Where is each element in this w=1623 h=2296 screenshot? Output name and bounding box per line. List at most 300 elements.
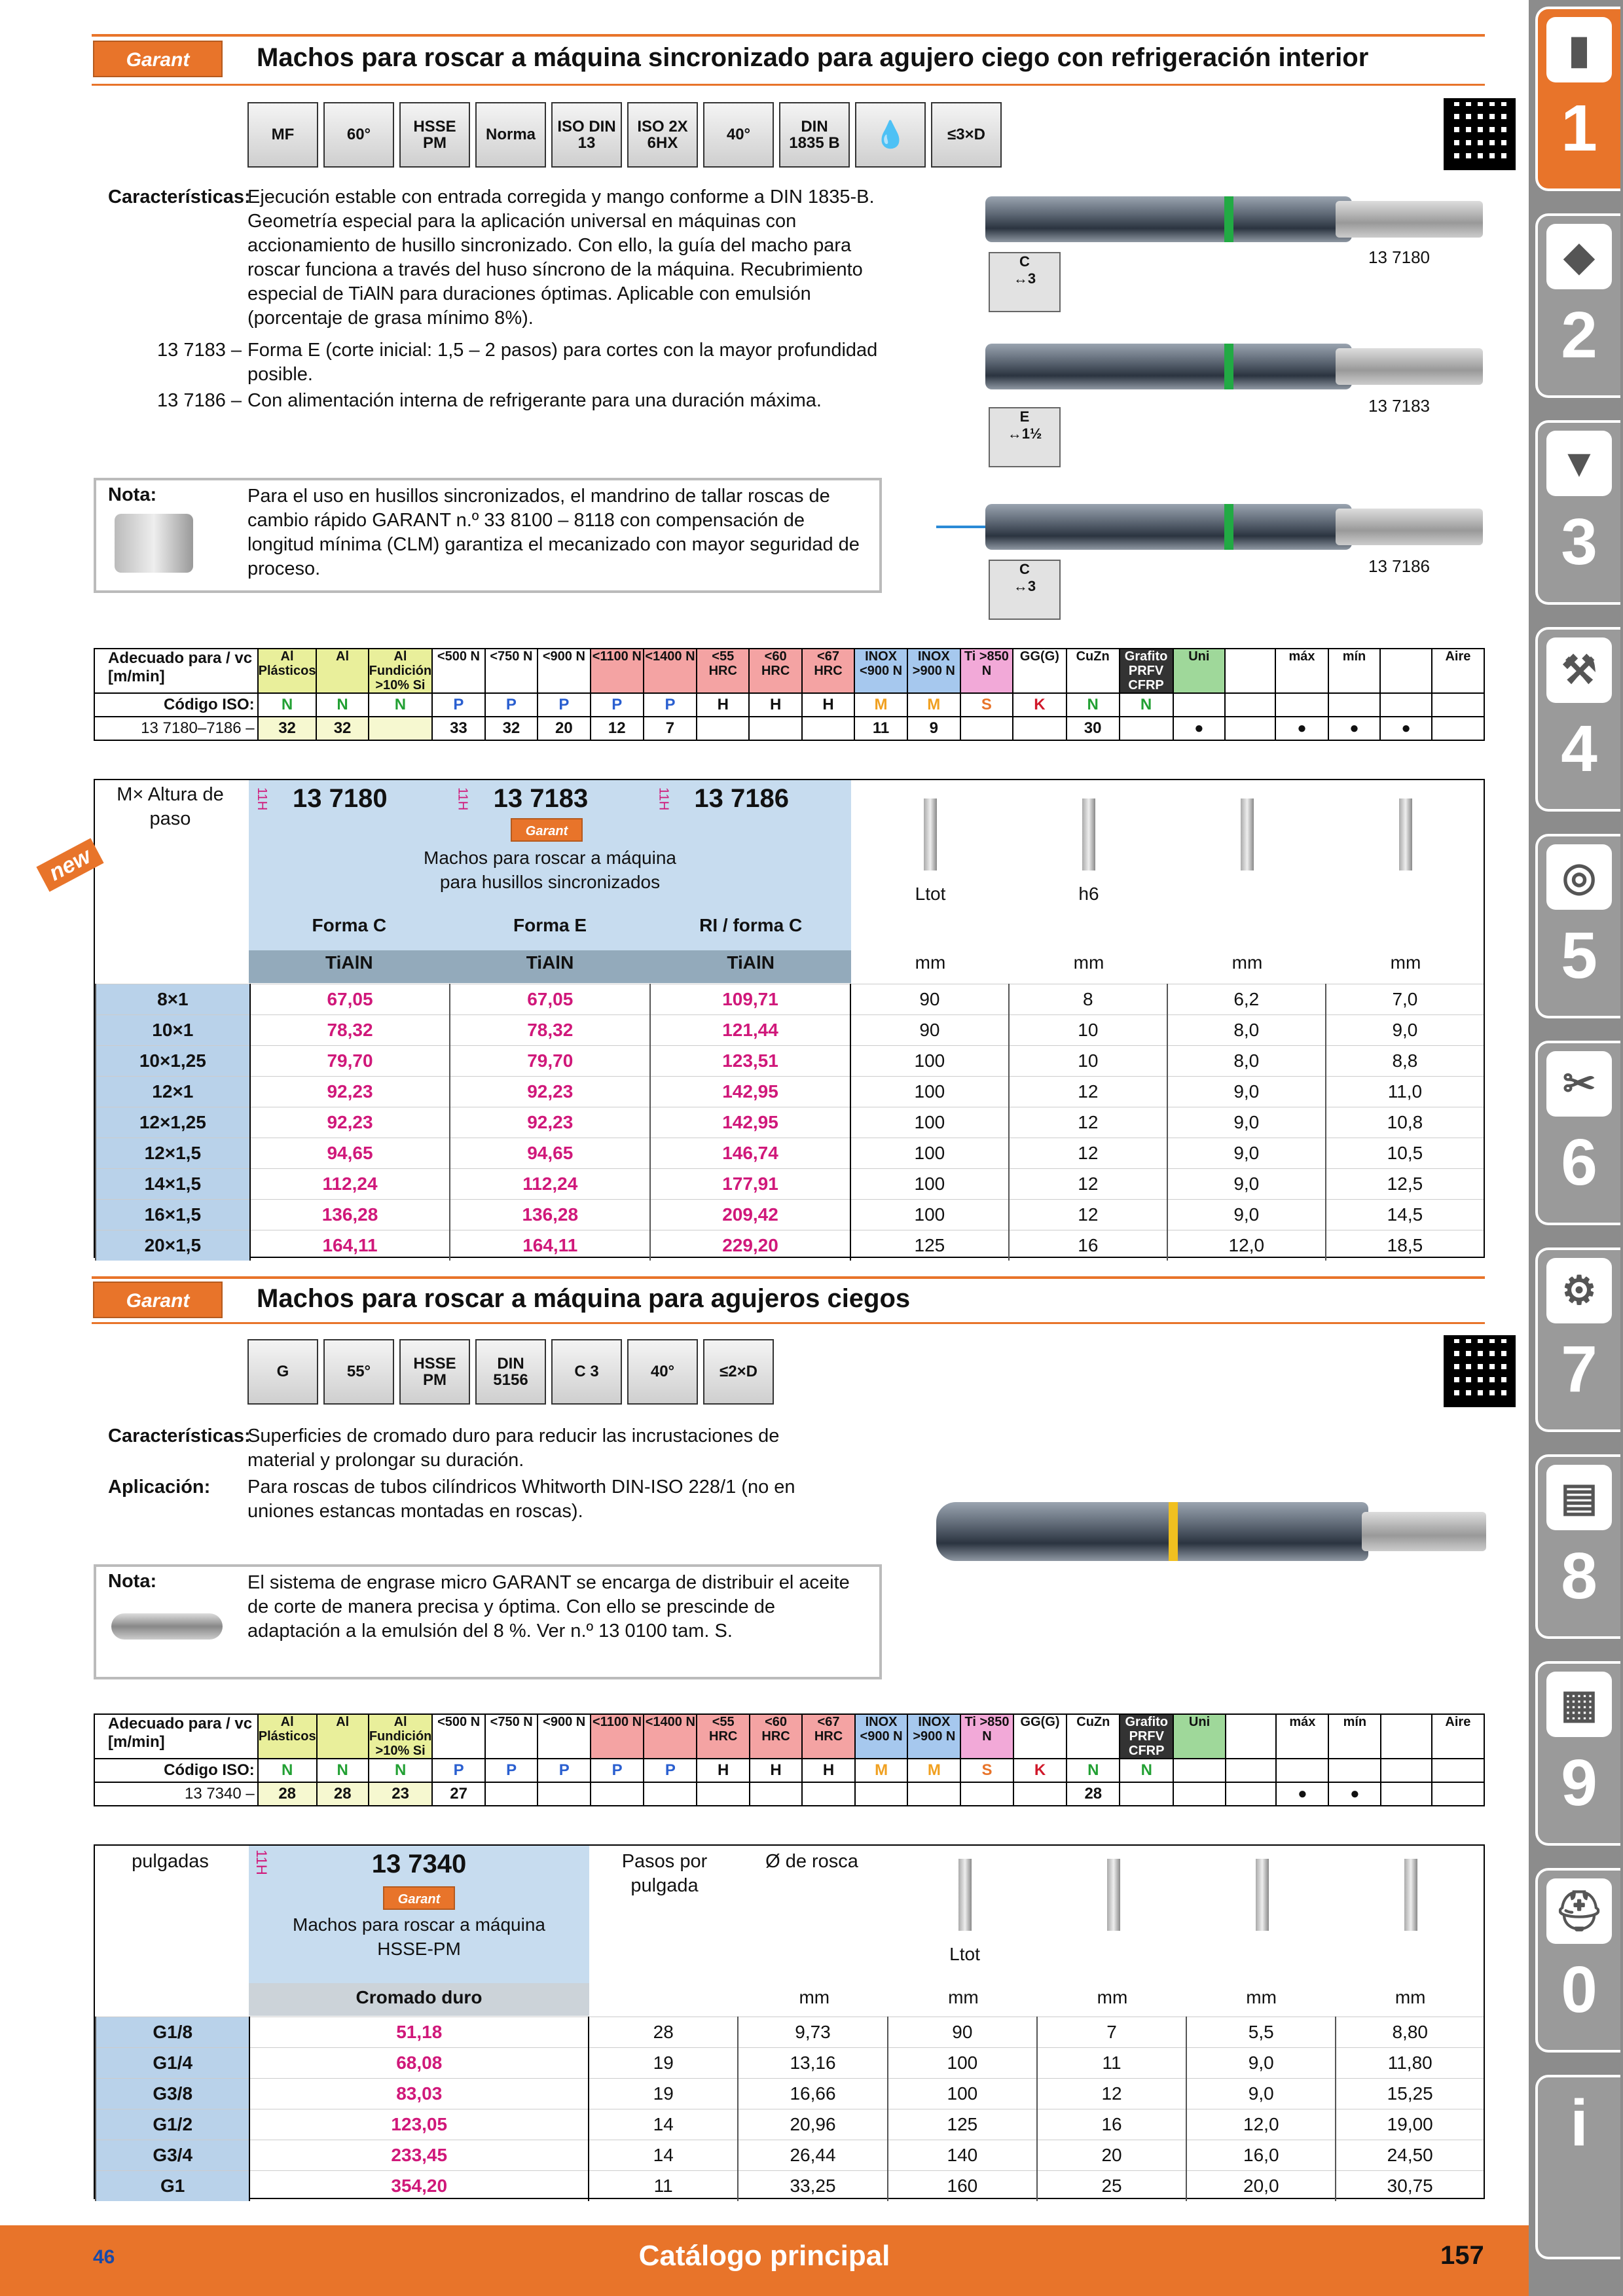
- tool-code-1: 13 7180: [1368, 247, 1430, 267]
- speed-18: [1225, 717, 1275, 740]
- product-table-1: [95, 984, 1484, 1261]
- dimension-cell: 100: [850, 1107, 1009, 1138]
- form-label: Forma C: [312, 915, 387, 935]
- iso-21: [1380, 693, 1431, 717]
- top-rule-2: [92, 84, 1485, 86]
- speed-18: [1226, 1782, 1276, 1806]
- material-col-11: INOX <900 N: [854, 649, 907, 693]
- speed-row-code: 13 7180–7186 –: [94, 717, 258, 740]
- tap-shank: [1362, 1512, 1486, 1551]
- iso-6: P: [591, 693, 644, 717]
- dimension-col: [1039, 1852, 1188, 1983]
- dimension-cell: 125: [888, 2109, 1037, 2140]
- iso-2: N: [369, 1759, 433, 1782]
- product-description: Machos para roscar a máquina HSSE-PM: [293, 1914, 545, 1959]
- chapter-3-icon: ▼: [1546, 431, 1612, 496]
- iso-14: K: [1013, 1759, 1067, 1782]
- dimension-cell: 9,0: [1167, 1107, 1326, 1138]
- material-col-12: INOX >900 N: [907, 649, 960, 693]
- speed-16: [1120, 717, 1173, 740]
- table-row: [96, 984, 1484, 1015]
- speed-11: 11: [854, 717, 907, 740]
- dimension-cell: 12,5: [1326, 1169, 1484, 1200]
- dimension-cell: 10: [1009, 1046, 1167, 1077]
- iso-18: [1226, 1759, 1276, 1782]
- iso-19: [1275, 693, 1328, 717]
- dimension-cell: 11,80: [1336, 2048, 1484, 2079]
- iso-19: [1276, 1759, 1328, 1782]
- dimension-cell: 30,75: [1336, 2171, 1484, 2202]
- iso-13: S: [960, 693, 1013, 717]
- speed-19: ●: [1276, 1782, 1328, 1806]
- dimension-cell: 9,0: [1167, 1200, 1326, 1230]
- tool-code-3: 13 7186: [1368, 556, 1430, 576]
- price-cell[interactable]: 79,70: [250, 1046, 450, 1077]
- price-cell[interactable]: 142,95: [650, 1077, 850, 1107]
- dimension-cell: 14,5: [1326, 1200, 1484, 1230]
- price-cell[interactable]: 136,28: [250, 1200, 450, 1230]
- speed-1: 28: [317, 1782, 369, 1806]
- dimension-cell: 9,0: [1167, 1138, 1326, 1169]
- price-cell[interactable]: 164,11: [250, 1230, 450, 1261]
- table-row: [96, 1230, 1484, 1261]
- new-badge: new: [36, 838, 103, 891]
- speed-15: 30: [1067, 717, 1120, 740]
- price-cell[interactable]: 83,03: [249, 2079, 589, 2109]
- tap-image-137186: [985, 504, 1352, 550]
- material-col-16: Grafito PRFV CFRP: [1120, 649, 1173, 693]
- section2-rule-2: [92, 1322, 1485, 1324]
- size-cell: G3/4: [96, 2140, 249, 2171]
- iso-22: [1432, 693, 1484, 717]
- dimension-cell: 11,0: [1326, 1077, 1484, 1107]
- iso-5: P: [538, 693, 590, 717]
- dimension-cell: 8,0: [1167, 1046, 1326, 1077]
- material-col-16: Grafito PRFV CFRP: [1120, 1714, 1173, 1759]
- material-col-17: Uni: [1173, 649, 1226, 693]
- material-col-6: <1100 N: [591, 1714, 644, 1759]
- price-cell[interactable]: 94,65: [250, 1138, 450, 1169]
- product-description: Machos para roscar a máquina para husillos sincronizados: [424, 848, 676, 892]
- note-a-code: 13 7183 –: [157, 340, 242, 361]
- dimension-cell: 13,16: [738, 2048, 887, 2079]
- price-cell[interactable]: 67,05: [250, 984, 450, 1015]
- norma-icon: Norma: [475, 102, 546, 168]
- dimension-cell: 25: [1037, 2171, 1186, 2202]
- material-col-5: <900 N: [538, 649, 590, 693]
- dimension-cell: 19: [589, 2048, 738, 2079]
- page-right-number: 157: [1440, 2241, 1484, 2270]
- product-code: 13 7186: [694, 784, 789, 813]
- iso-18: [1225, 693, 1275, 717]
- dimension-cell: 100: [850, 1046, 1009, 1077]
- chapter-number: 8: [1561, 1539, 1597, 1613]
- chapter-number: 3: [1561, 505, 1597, 579]
- chapter-tab-0[interactable]: [1535, 1868, 1620, 2053]
- green-ring: [1224, 504, 1233, 550]
- size-cell: 14×1,5: [96, 1169, 250, 1200]
- thread-g-icon: G: [247, 1339, 318, 1405]
- material-col-1: Al: [316, 649, 368, 693]
- material-col-13: Ti >850 N: [960, 1714, 1013, 1759]
- dimension-cell: 6,2: [1167, 984, 1326, 1015]
- iso-17: [1173, 1759, 1226, 1782]
- speed-13: [960, 717, 1013, 740]
- tolerance-grade: 11H: [253, 1850, 270, 1875]
- chapter-6-icon: ✂: [1546, 1051, 1612, 1117]
- dimension-cell: 16,66: [738, 2079, 887, 2109]
- iso-8: H: [697, 693, 749, 717]
- price-cell[interactable]: 123,05: [249, 2109, 589, 2140]
- iso-21: [1381, 1759, 1431, 1782]
- price-cell[interactable]: 136,28: [450, 1200, 650, 1230]
- speed-0: 28: [258, 1782, 317, 1806]
- price-cell[interactable]: 68,08: [249, 2048, 589, 2079]
- chapter-tab-9[interactable]: [1535, 1661, 1620, 1846]
- table-row: [96, 2079, 1484, 2109]
- material-col-3: <500 N: [432, 1714, 485, 1759]
- tolerance-grade: 11H: [455, 787, 470, 811]
- dimension-cell: 20: [1037, 2140, 1186, 2171]
- catalog-title: Catálogo principal: [638, 2240, 890, 2272]
- material-col-2: Al Fundición >10% Si: [369, 1715, 432, 1758]
- dimension-cell: 20,0: [1186, 2171, 1336, 2202]
- blind-hole-depth-icon: ≤2×D: [703, 1339, 774, 1405]
- speed-10: [802, 1782, 854, 1806]
- chapter-tab-7[interactable]: [1535, 1247, 1620, 1432]
- iso-15: N: [1067, 1759, 1120, 1782]
- table-row: [96, 1200, 1484, 1230]
- dimension-cell: 5,5: [1186, 2017, 1336, 2048]
- material-col-22: Aire: [1432, 649, 1484, 693]
- price-cell[interactable]: 123,51: [650, 1046, 850, 1077]
- iso-code-label: Código ISO:: [94, 1759, 258, 1782]
- price-cell[interactable]: 112,24: [450, 1169, 650, 1200]
- qr-code-icon[interactable]: [1444, 98, 1516, 170]
- units-row: [740, 1987, 1485, 2008]
- iso-4: P: [485, 1759, 538, 1782]
- dimension-cell: 100: [850, 1200, 1009, 1230]
- dimension-cell: 16,0: [1186, 2140, 1336, 2171]
- chapter-4-icon: ⚒: [1546, 637, 1612, 703]
- dimension-headers: [851, 785, 1485, 942]
- dimension-cell: 100: [850, 1077, 1009, 1107]
- chapter-tab-3[interactable]: [1535, 420, 1620, 605]
- features-text: Ejecución estable con entrada corregida y mango conforme a DIN 1835-B. Geometría especial para la aplicación universal en máquinas con accionamiento de husillo sincronizado. Con ello, la guía del macho para roscar funciona a través del huso síncrono de la máquina. Recubrimiento especial de TiAlN para duraciones óptimas. Aplicable con emulsión (porcentaje de grasa mínimo 8%).: [247, 187, 875, 329]
- helix-40-icon: 40°: [703, 102, 774, 168]
- tap-shank: [1336, 201, 1483, 238]
- material-col-5: <900 N: [538, 1714, 591, 1759]
- section2-icon-row: [247, 1339, 774, 1405]
- dimension-cell: 9,0: [1326, 1015, 1484, 1046]
- size-cell: G3/8: [96, 2079, 249, 2109]
- suitable-for-label: Adecuado para / vc [m/min]: [94, 1714, 258, 1759]
- iso-12: M: [907, 693, 960, 717]
- chapter-tab-6[interactable]: [1535, 1041, 1620, 1225]
- size-header: pulgadas: [132, 1851, 209, 1872]
- iso-22: [1432, 1759, 1484, 1782]
- application-label: Aplicación:: [108, 1477, 211, 1498]
- speed-19: ●: [1275, 717, 1328, 740]
- iso-9: H: [749, 693, 801, 717]
- material-col-17: Uni: [1173, 1714, 1226, 1759]
- speed-5: 20: [538, 717, 590, 740]
- table-row: [96, 2048, 1484, 2079]
- dimension-col: [890, 1852, 1039, 1983]
- tap-dimension-icon: [1107, 1859, 1120, 1931]
- section2-rule: [92, 1276, 1485, 1279]
- dimension-cell: 9,0: [1167, 1169, 1326, 1200]
- iso-7: P: [644, 693, 697, 717]
- note-a-text: Forma E (corte inicial: 1,5 – 2 pasos) para cortes con la mayor profundidad posible.: [247, 340, 878, 385]
- material-col-1: Al: [317, 1714, 369, 1759]
- garant-mini-logo: Garant: [383, 1886, 455, 1910]
- dimension-cell: 9,0: [1186, 2079, 1336, 2109]
- dimension-cell: 12: [1009, 1200, 1167, 1230]
- dimension-cell: 12: [1037, 2079, 1186, 2109]
- price-cell[interactable]: 92,23: [250, 1107, 450, 1138]
- chapter-tab-i[interactable]: [1535, 2075, 1620, 2259]
- dimension-cell: 100: [888, 2079, 1037, 2109]
- speed-7: 7: [644, 717, 697, 740]
- price-cell[interactable]: 94,65: [450, 1138, 650, 1169]
- size-cell: 8×1: [96, 984, 250, 1015]
- dimension-col: [851, 785, 1010, 942]
- coolant-arrow: [936, 526, 989, 528]
- size-cell: 10×1: [96, 1015, 250, 1046]
- chapter-number: 0: [1561, 1953, 1597, 2026]
- speed-13: [960, 1782, 1013, 1806]
- dimension-cell: 24,50: [1336, 2140, 1484, 2171]
- material-col-8: <55 HRC: [697, 1714, 749, 1759]
- speed-2: 23: [369, 1782, 433, 1806]
- material-hsse-icon: HSSE PM: [399, 102, 470, 168]
- code-cell: [249, 784, 450, 814]
- speed-16: [1120, 1782, 1173, 1806]
- dimension-cell: 19,00: [1336, 2109, 1484, 2140]
- chapter-number: 5: [1561, 919, 1597, 992]
- product-code: 13 7180: [293, 784, 388, 813]
- forms-row: [249, 915, 851, 936]
- price-cell[interactable]: 164,11: [450, 1230, 650, 1261]
- speed-15: 28: [1067, 1782, 1120, 1806]
- chapter-tab-5[interactable]: [1535, 834, 1620, 1018]
- tolerance-grade: 11H: [255, 787, 269, 811]
- material-col-18: [1225, 649, 1275, 693]
- material-col-2: Al Fundición >10% Si: [369, 649, 432, 692]
- price-cell[interactable]: 79,70: [450, 1046, 650, 1077]
- size-cell: 20×1,5: [96, 1230, 250, 1261]
- size-cell: 12×1,5: [96, 1138, 250, 1169]
- size-cell: 12×1: [96, 1077, 250, 1107]
- iso-15: N: [1067, 693, 1120, 717]
- chapter-tab-1[interactable]: [1535, 7, 1620, 191]
- price-cell[interactable]: 177,91: [650, 1169, 850, 1200]
- speed-3: 27: [432, 1782, 485, 1806]
- top-rule: [92, 34, 1485, 37]
- price-cell[interactable]: 92,23: [250, 1077, 450, 1107]
- dimension-col: [1010, 785, 1168, 942]
- table-row: [96, 1015, 1484, 1046]
- units-row: [851, 952, 1485, 973]
- price-cell[interactable]: 92,23: [450, 1077, 650, 1107]
- speed-10: [802, 717, 854, 740]
- dimension-cell: 10,5: [1326, 1138, 1484, 1169]
- material-col-6: <1100 N: [591, 649, 644, 693]
- chapter-5-icon: ◎: [1546, 844, 1612, 910]
- coating-label: TiAlN: [526, 952, 574, 973]
- unit-label: mm: [1395, 1987, 1426, 2007]
- price-cell[interactable]: 78,32: [250, 1015, 450, 1046]
- material-col-0: Al Plásticos: [258, 1714, 317, 1759]
- table-row: [96, 2171, 1484, 2202]
- chapter-tab-8[interactable]: [1535, 1454, 1620, 1639]
- helix-40-icon: 40°: [627, 1339, 698, 1405]
- tap-shank: [1336, 509, 1483, 545]
- dimension-cell: 12: [1009, 1107, 1167, 1138]
- size-cell: G1/8: [96, 2017, 249, 2048]
- dimension-cell: 12,0: [1186, 2109, 1336, 2140]
- iso-10: H: [802, 693, 854, 717]
- price-cell[interactable]: 233,45: [249, 2140, 589, 2171]
- size-cell: G1/2: [96, 2109, 249, 2140]
- dimension-cell: 8,0: [1167, 1015, 1326, 1046]
- form-c-icon: C ↔3: [989, 252, 1061, 312]
- features-label: Características:: [108, 1426, 251, 1446]
- speed-1: 32: [316, 717, 368, 740]
- material-col-20: mín: [1328, 1714, 1381, 1759]
- price-cell[interactable]: 121,44: [650, 1015, 850, 1046]
- angle-55-icon: 55°: [323, 1339, 394, 1405]
- price-cell[interactable]: 92,23: [450, 1107, 650, 1138]
- dimension-cell: 160: [888, 2171, 1037, 2202]
- unit-label: mm: [948, 1987, 979, 2007]
- price-cell[interactable]: 112,24: [250, 1169, 450, 1200]
- price-cell[interactable]: 142,95: [650, 1107, 850, 1138]
- size-cell: 12×1,25: [96, 1107, 250, 1138]
- dimension-cell: 20,96: [738, 2109, 887, 2140]
- price-cell[interactable]: 109,71: [650, 984, 850, 1015]
- dimension-cell: 11: [589, 2171, 738, 2202]
- thread-mf-icon: MF: [247, 102, 318, 168]
- chapter-tab-4[interactable]: [1535, 627, 1620, 812]
- dimension-cell: 8,8: [1326, 1046, 1484, 1077]
- material-col-8: <55 HRC: [697, 649, 749, 693]
- din-shank-icon: DIN 1835 B: [779, 102, 850, 168]
- blind-hole-depth-icon: ≤3×D: [931, 102, 1002, 168]
- garant-logo: Garant: [93, 41, 223, 77]
- tool-code-2: 13 7183: [1368, 396, 1430, 416]
- table-row: [96, 1046, 1484, 1077]
- price-cell[interactable]: 354,20: [249, 2171, 589, 2202]
- price-cell[interactable]: 78,32: [450, 1015, 650, 1046]
- speed-9: [750, 1782, 802, 1806]
- dimension-cell: 140: [888, 2140, 1037, 2171]
- unit-label: mm: [1246, 1987, 1277, 2007]
- price-cell[interactable]: 51,18: [249, 2017, 589, 2048]
- iso-13: S: [960, 1759, 1013, 1782]
- iso-0: N: [258, 1759, 317, 1782]
- speed-14: [1013, 717, 1067, 740]
- coating-label: TiAlN: [727, 952, 775, 973]
- dimension-col: [1326, 785, 1485, 942]
- speed-5: [538, 1782, 591, 1806]
- material-col-12: INOX >900 N: [907, 1714, 960, 1759]
- iso-8: H: [697, 1759, 749, 1782]
- dimension-label: h6: [1078, 884, 1099, 904]
- garant-mini-logo: Garant: [511, 818, 583, 842]
- product-codes: [249, 784, 851, 814]
- tap-dimension-icon: [1399, 798, 1412, 870]
- material-col-19: máx: [1275, 649, 1328, 693]
- suitable-for-label: Adecuado para / vc [m/min]: [94, 649, 258, 693]
- form-label: RI / forma C: [699, 915, 803, 935]
- dimension-cell: 12: [1009, 1169, 1167, 1200]
- size-cell: 10×1,25: [96, 1046, 250, 1077]
- price-cell[interactable]: 67,05: [450, 984, 650, 1015]
- dimension-cell: 8,80: [1336, 2017, 1484, 2048]
- section2-title: Machos para roscar a máquina para agujeros ciegos: [257, 1284, 911, 1313]
- tap-image-137183: [985, 344, 1352, 389]
- iso-7: P: [644, 1759, 697, 1782]
- unit-label: mm: [799, 1987, 830, 2007]
- tap-dimension-icon: [924, 798, 937, 870]
- chapter-2-icon: ◆: [1546, 224, 1612, 289]
- iso-9: H: [750, 1759, 802, 1782]
- material-col-13: Ti >850 N: [960, 649, 1013, 693]
- price-cell[interactable]: 229,20: [650, 1230, 850, 1261]
- speed-6: [591, 1782, 644, 1806]
- table-row: [96, 2017, 1484, 2048]
- dimension-cell: 100: [888, 2048, 1037, 2079]
- material-col-14: GG(G): [1013, 649, 1067, 693]
- speed-6: 12: [591, 717, 644, 740]
- angle-60-icon: 60°: [323, 102, 394, 168]
- iso-11: M: [854, 693, 907, 717]
- dimension-cell: 7: [1037, 2017, 1186, 2048]
- speed-17: [1173, 1782, 1226, 1806]
- price-cell[interactable]: 146,74: [650, 1138, 850, 1169]
- speed-22: [1432, 717, 1484, 740]
- speed-20: ●: [1328, 1782, 1381, 1806]
- qr-code-icon[interactable]: [1444, 1335, 1516, 1407]
- material-col-15: CuZn: [1067, 1714, 1120, 1759]
- chapter-number: 1: [1561, 92, 1597, 165]
- dimension-cell: 18,5: [1326, 1230, 1484, 1261]
- chapter-9-icon: ▦: [1546, 1672, 1612, 1737]
- coolant-icon: 💧: [855, 102, 926, 168]
- unit-label: mm: [1390, 952, 1421, 973]
- tap-dimension-icon: [1404, 1859, 1417, 1931]
- tolerance-icon: ISO 2X 6HX: [627, 102, 698, 168]
- iso-3: P: [432, 1759, 485, 1782]
- iso-code-label: Código ISO:: [94, 693, 258, 717]
- iso-2: N: [369, 693, 433, 717]
- unit-label: mm: [1231, 952, 1263, 973]
- price-cell[interactable]: 209,42: [650, 1200, 850, 1230]
- iso-11: M: [855, 1759, 908, 1782]
- iso-20: [1328, 693, 1381, 717]
- table-row: [96, 1107, 1484, 1138]
- pitch-header: Pasos por pulgada: [621, 1851, 708, 1896]
- unit-label: mm: [1097, 1987, 1128, 2007]
- chapter-tab-2[interactable]: [1535, 213, 1620, 398]
- iso-17: [1173, 693, 1226, 717]
- iso-10: H: [802, 1759, 854, 1782]
- note-text: Para el uso en husillos sincronizados, el mandrino de tallar roscas de cambio rápido GARANT n.º 33 8100 – 8118 con compensación de longitud mínima (CLM) garantiza el mecanizado con mayor seguridad de proceso.: [247, 486, 860, 579]
- tap-shank: [1336, 348, 1483, 385]
- dimension-col: [1168, 785, 1326, 942]
